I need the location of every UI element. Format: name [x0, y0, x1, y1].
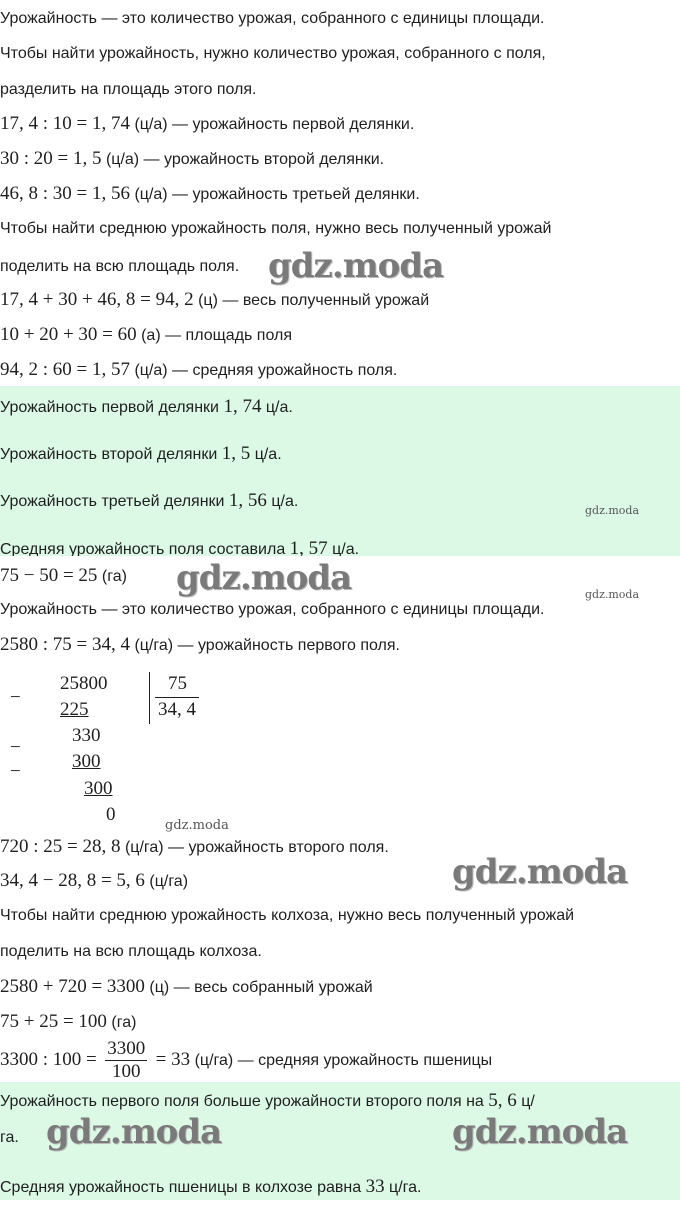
calc-math: 3300 : 100 = — [0, 1049, 97, 1070]
answer-value: 1, 74 — [223, 396, 262, 417]
calc-line — [0, 1038, 492, 1083]
answer-line: га. — [0, 1129, 19, 1146]
calc-line — [0, 870, 188, 893]
watermark: gdz.moda — [585, 588, 640, 601]
fraction-denominator: 100 — [111, 1061, 141, 1083]
answer-value: 1, 57 — [289, 538, 328, 556]
answer-unit: ц/а. — [261, 399, 293, 416]
fraction-numerator: 3300 — [107, 1038, 146, 1060]
calc-text: (а) — площадь поля — [136, 327, 293, 344]
calc-text: (га) — [106, 1014, 137, 1031]
calc-line — [0, 324, 292, 347]
calc-text: (ц/а) — урожайность второй делянки. — [101, 151, 385, 168]
answer-value: 33 — [365, 1176, 385, 1197]
definition-text: Урожайность — это количество урожая, собранного с единицы площади. — [0, 10, 545, 27]
answer-text: Урожайность третьей делянки — [0, 493, 229, 510]
minus-sign: − — [10, 737, 21, 758]
answer-block — [0, 386, 680, 556]
answer-line — [0, 490, 298, 513]
calc-line — [0, 183, 420, 206]
calc-text: (ц/га) — средняя урожайность пшеницы — [190, 1052, 493, 1069]
calc-math: 17, 4 : 10 = 1, 74 — [0, 113, 130, 134]
division-bar — [149, 672, 150, 724]
remainder: 0 — [106, 804, 116, 825]
minus-sign: − — [10, 761, 21, 782]
answer-line — [0, 1090, 535, 1113]
watermark: gdz.moda — [165, 818, 229, 833]
watermark: gdz.moda — [585, 504, 640, 517]
divisor: 75 — [168, 673, 187, 694]
calc-math: 720 : 25 = 28, 8 — [0, 836, 121, 857]
answer-value: 1, 5 — [221, 443, 251, 464]
rule-text: поделить на всю площадь колхоза. — [0, 943, 262, 960]
answer-unit: ц/ — [516, 1093, 535, 1110]
answer-line — [0, 1176, 421, 1199]
calc-line — [0, 976, 373, 999]
answer-unit: ц/а. — [250, 446, 282, 463]
quotient: 34, 4 — [158, 699, 196, 720]
calc-line — [0, 634, 400, 657]
calc-math: 75 − 50 = 25 — [0, 565, 98, 586]
calc-math: = 33 — [155, 1049, 191, 1070]
calc-text: (ц/а) — урожайность первой делянки. — [130, 116, 415, 133]
rule-text: разделить на площадь этого поля. — [0, 81, 257, 98]
answer-block — [0, 1082, 680, 1200]
calc-line — [0, 836, 389, 859]
watermark: gdz.moda — [452, 852, 628, 892]
fraction — [105, 1038, 147, 1083]
answer-unit: ц/га. — [384, 1179, 422, 1196]
answer-line — [0, 443, 282, 466]
answer-line — [0, 396, 293, 419]
minus-sign: − — [10, 687, 21, 708]
answer-unit: ц/а. — [327, 541, 360, 556]
rule-text: Чтобы найти урожайность, нужно количество урожая, собранного с поля, — [0, 45, 546, 62]
calc-math: 2580 + 720 = 3300 — [0, 976, 145, 997]
calc-line — [0, 359, 397, 382]
calc-line — [0, 289, 429, 312]
calc-text: (ц) — весь полученный урожай — [193, 292, 430, 309]
answer-text: Средняя урожайность поля составила — [0, 541, 290, 556]
rule-text: Чтобы найти среднюю урожайность колхоза, нужно весь полученный урожай — [0, 907, 575, 924]
calc-math: 2580 : 75 = 34, 4 — [0, 634, 130, 655]
answer-text: Средняя урожайность пшеницы в колхозе равна — [0, 1179, 366, 1196]
calc-line — [0, 1011, 136, 1034]
calc-math: 94, 2 : 60 = 1, 57 — [0, 359, 130, 380]
definition-text: Урожайность — это количество урожая, собранного с единицы площади. — [0, 601, 545, 618]
subtrahend: 225 — [60, 699, 89, 720]
watermark: gdz.moda — [46, 1112, 222, 1152]
watermark: gdz.moda — [176, 558, 352, 598]
calc-line — [0, 148, 384, 171]
remainder: 300 — [84, 778, 113, 799]
calc-math: 17, 4 + 30 + 46, 8 = 94, 2 — [0, 289, 194, 310]
calc-text: (ц/га) — [144, 873, 189, 890]
calc-math: 30 : 20 = 1, 5 — [0, 148, 102, 169]
divisor-line — [155, 697, 199, 698]
calc-text: (ц/га) — урожайность первого поля. — [130, 637, 400, 654]
answer-unit: ц/а. — [266, 493, 299, 510]
watermark: gdz.moda — [452, 1112, 628, 1152]
calc-text: (га) — [97, 568, 127, 585]
calc-text: (ц/а) — средняя урожайность поля. — [130, 362, 398, 379]
calc-math: 75 + 25 = 100 — [0, 1011, 107, 1032]
calc-math: 46, 8 : 30 = 1, 56 — [0, 183, 130, 204]
answer-text: Урожайность первого поля больше урожайности второго поля на — [0, 1093, 489, 1110]
answer-value: 5, 6 — [488, 1090, 517, 1111]
calc-line — [0, 113, 414, 136]
subtrahend: 300 — [72, 751, 101, 772]
calc-line — [0, 565, 127, 588]
answer-value: 1, 56 — [228, 490, 267, 511]
answer-text: Урожайность первой делянки — [0, 399, 224, 416]
remainder: 330 — [72, 725, 101, 746]
calc-text: (ц/га) — урожайность второго поля. — [120, 839, 389, 856]
rule-text: поделить на всю площадь поля. — [0, 258, 240, 275]
watermark: gdz.moda — [268, 246, 444, 286]
answer-line — [0, 538, 359, 556]
dividend: 25800 — [60, 673, 108, 694]
calc-math: 34, 4 − 28, 8 = 5, 6 — [0, 870, 145, 891]
answer-text: Урожайность второй делянки — [0, 446, 222, 463]
calc-text: (ц/а) — урожайность третьей делянки. — [130, 186, 420, 203]
calc-text: (ц) — весь собранный урожай — [144, 979, 373, 996]
calc-math: 10 + 20 + 30 = 60 — [0, 324, 137, 345]
rule-text: Чтобы найти среднюю урожайность поля, нужно весь полученный урожай — [0, 220, 552, 237]
